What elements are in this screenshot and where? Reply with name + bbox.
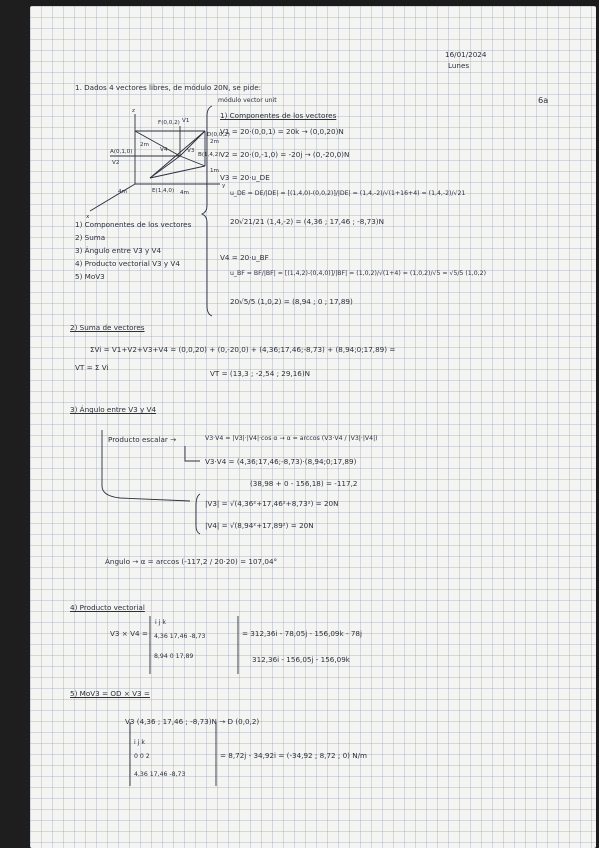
v4-result: 20√5/5 (1,0,2) = (8,94 ; 0 ; 17,89): [230, 297, 353, 306]
v2-components: V2 = 20·(0,-1,0) = -20j → (0,-20,0)N: [220, 150, 350, 159]
diagram-dim-3: 1m: [210, 168, 220, 174]
problem-note: módulo vector unit: [218, 97, 277, 104]
diagram-dim-5: 4m: [180, 190, 190, 196]
task-item-2: 2) Suma: [75, 233, 106, 242]
desk-background: [0, 0, 30, 848]
diagram-vector-v1: V1: [182, 118, 190, 124]
diagram-axis-z: z: [132, 108, 135, 114]
moment-data: V3 (4,36 ; 17,46 ; -8,73)N → D (0,0,2): [125, 717, 260, 726]
cross-product-result-2: 312,36i - 156,05j - 156,09k: [252, 655, 350, 664]
problem-statement: 1. Dados 4 vectores libres, de módulo 20N, se pide:: [75, 83, 262, 92]
cross-matrix-ijk: i j k: [155, 619, 166, 626]
diagram-vector-v3: V3: [187, 148, 195, 154]
diagram-point-b: B(1,4,2): [198, 152, 221, 158]
sum-result: VT = (13,3 ; -2,54 ; 29,16)N: [210, 369, 311, 378]
cross-matrix-row-b: 8,94 0 17,89: [154, 653, 194, 660]
diagram-point-f: F(0,0,2): [158, 120, 180, 126]
section1-title: 1) Componentes de los vectores: [220, 111, 337, 120]
moment-matrix-row-b: 4,36 17,46 -8,73: [134, 771, 186, 778]
v1-components: V1 = 20·(0,0,1) = 20k → (0,0,20)N: [220, 127, 344, 136]
v3-unit-vector: u_DE = DE/|DE| = [(1,4,0)-(0,0,2)]/|DE| = (1,4,-2)/√(1+16+4) = (1,4,-2)/√21: [230, 190, 466, 197]
diagram-vector-v4: V4: [160, 147, 168, 153]
v3-result: 20√21/21 (1,4,-2) = (4,36 ; 17,46 ; -8,73)N: [230, 217, 384, 226]
moment-matrix-row-a: 0 0 2: [134, 753, 150, 760]
diagram-vector-v2: V2: [112, 160, 120, 166]
diagram-dim-4: 4m: [118, 189, 128, 195]
page-weekday: Lunes: [448, 61, 470, 70]
task-item-5: 5) MoV3: [75, 272, 105, 281]
angle-result: Ángulo → α = arccos (-117,2 / 20·20) = 107,04°: [105, 557, 278, 566]
sum-expression: ΣVi = V1+V2+V3+V4 = (0,0,20) + (0,-20,0) + (4,36;17,46;-8,73) + (8,94;0;17,89) =: [90, 345, 396, 354]
diagram-point-d: D(0,0,2): [207, 132, 230, 138]
dot-product-label: Producto escalar →: [108, 435, 177, 444]
cross-product-lhs: V3 × V4 =: [110, 629, 148, 638]
cross-product-result-1: = 312,36i - 78,05j - 156,09k - 78j: [242, 629, 362, 638]
section2-title: 2) Suma de vectores: [70, 323, 145, 332]
sum-lhs: VT = Σ Vi: [75, 363, 109, 372]
v4-unit-vector: u_BF = BF/|BF| = [(1,4,2)-(0,4,0)]/|BF| = (1,0,2)/√(1+4) = (1,0,2)/√5 = √5/5 (1,0,2): [230, 270, 486, 277]
diagram-point-a: A(0,1,0): [110, 149, 133, 155]
task-item-1: 1) Componentes de los vectores: [75, 220, 192, 229]
page-date: 16/01/2024: [445, 50, 487, 59]
section3-title: 3) Ángulo entre V3 y V4: [70, 405, 157, 414]
section4-title: 4) Producto vectorial: [70, 603, 145, 612]
diagram-dim-2: 2m: [140, 142, 150, 148]
section5-title: 5) MoV3 = OD × V3 =: [70, 689, 150, 698]
margin-mark: 6a: [538, 95, 549, 105]
cross-matrix-bars: [30, 6, 596, 848]
task-item-3: 3) Ángulo entre V3 y V4: [75, 246, 162, 255]
moment-matrix-ijk: i j k: [134, 739, 145, 746]
diagram-point-e: E(1,4,0): [152, 188, 175, 194]
v3-definition: V3 = 20·u_DE: [220, 173, 270, 182]
notebook-page: [30, 6, 596, 848]
diagram-dim-1: 2m: [210, 139, 220, 145]
diagram-axis-x: x: [86, 214, 90, 220]
moment-result: = 8,72j - 34,92i = (-34,92 ; 8,72 ; 0) N/m: [220, 751, 368, 760]
diagram-axis-y: y: [222, 183, 226, 189]
v4-definition: V4 = 20·u_BF: [220, 253, 269, 262]
task-item-4: 4) Producto vectorial V3 y V4: [75, 259, 180, 268]
dot-product-calc: V3·V4 = (4,36;17,46;-8,73)·(8,94;0;17,89): [205, 457, 357, 466]
dot-product-formula: V3·V4 = |V3|·|V4|·cos α → α = arccos (V3·V4 / |V3|·|V4|): [205, 435, 378, 442]
dot-product-result: (38,98 + 0 - 156,18) = -117,2: [250, 479, 358, 488]
modulus-v3: |V3| = √(4,36²+17,46²+8,73²) = 20N: [205, 499, 339, 508]
cross-matrix-row-a: 4,36 17,46 -8,73: [154, 633, 206, 640]
modulus-v4: |V4| = √(8,94²+17,89²) = 20N: [205, 521, 314, 530]
